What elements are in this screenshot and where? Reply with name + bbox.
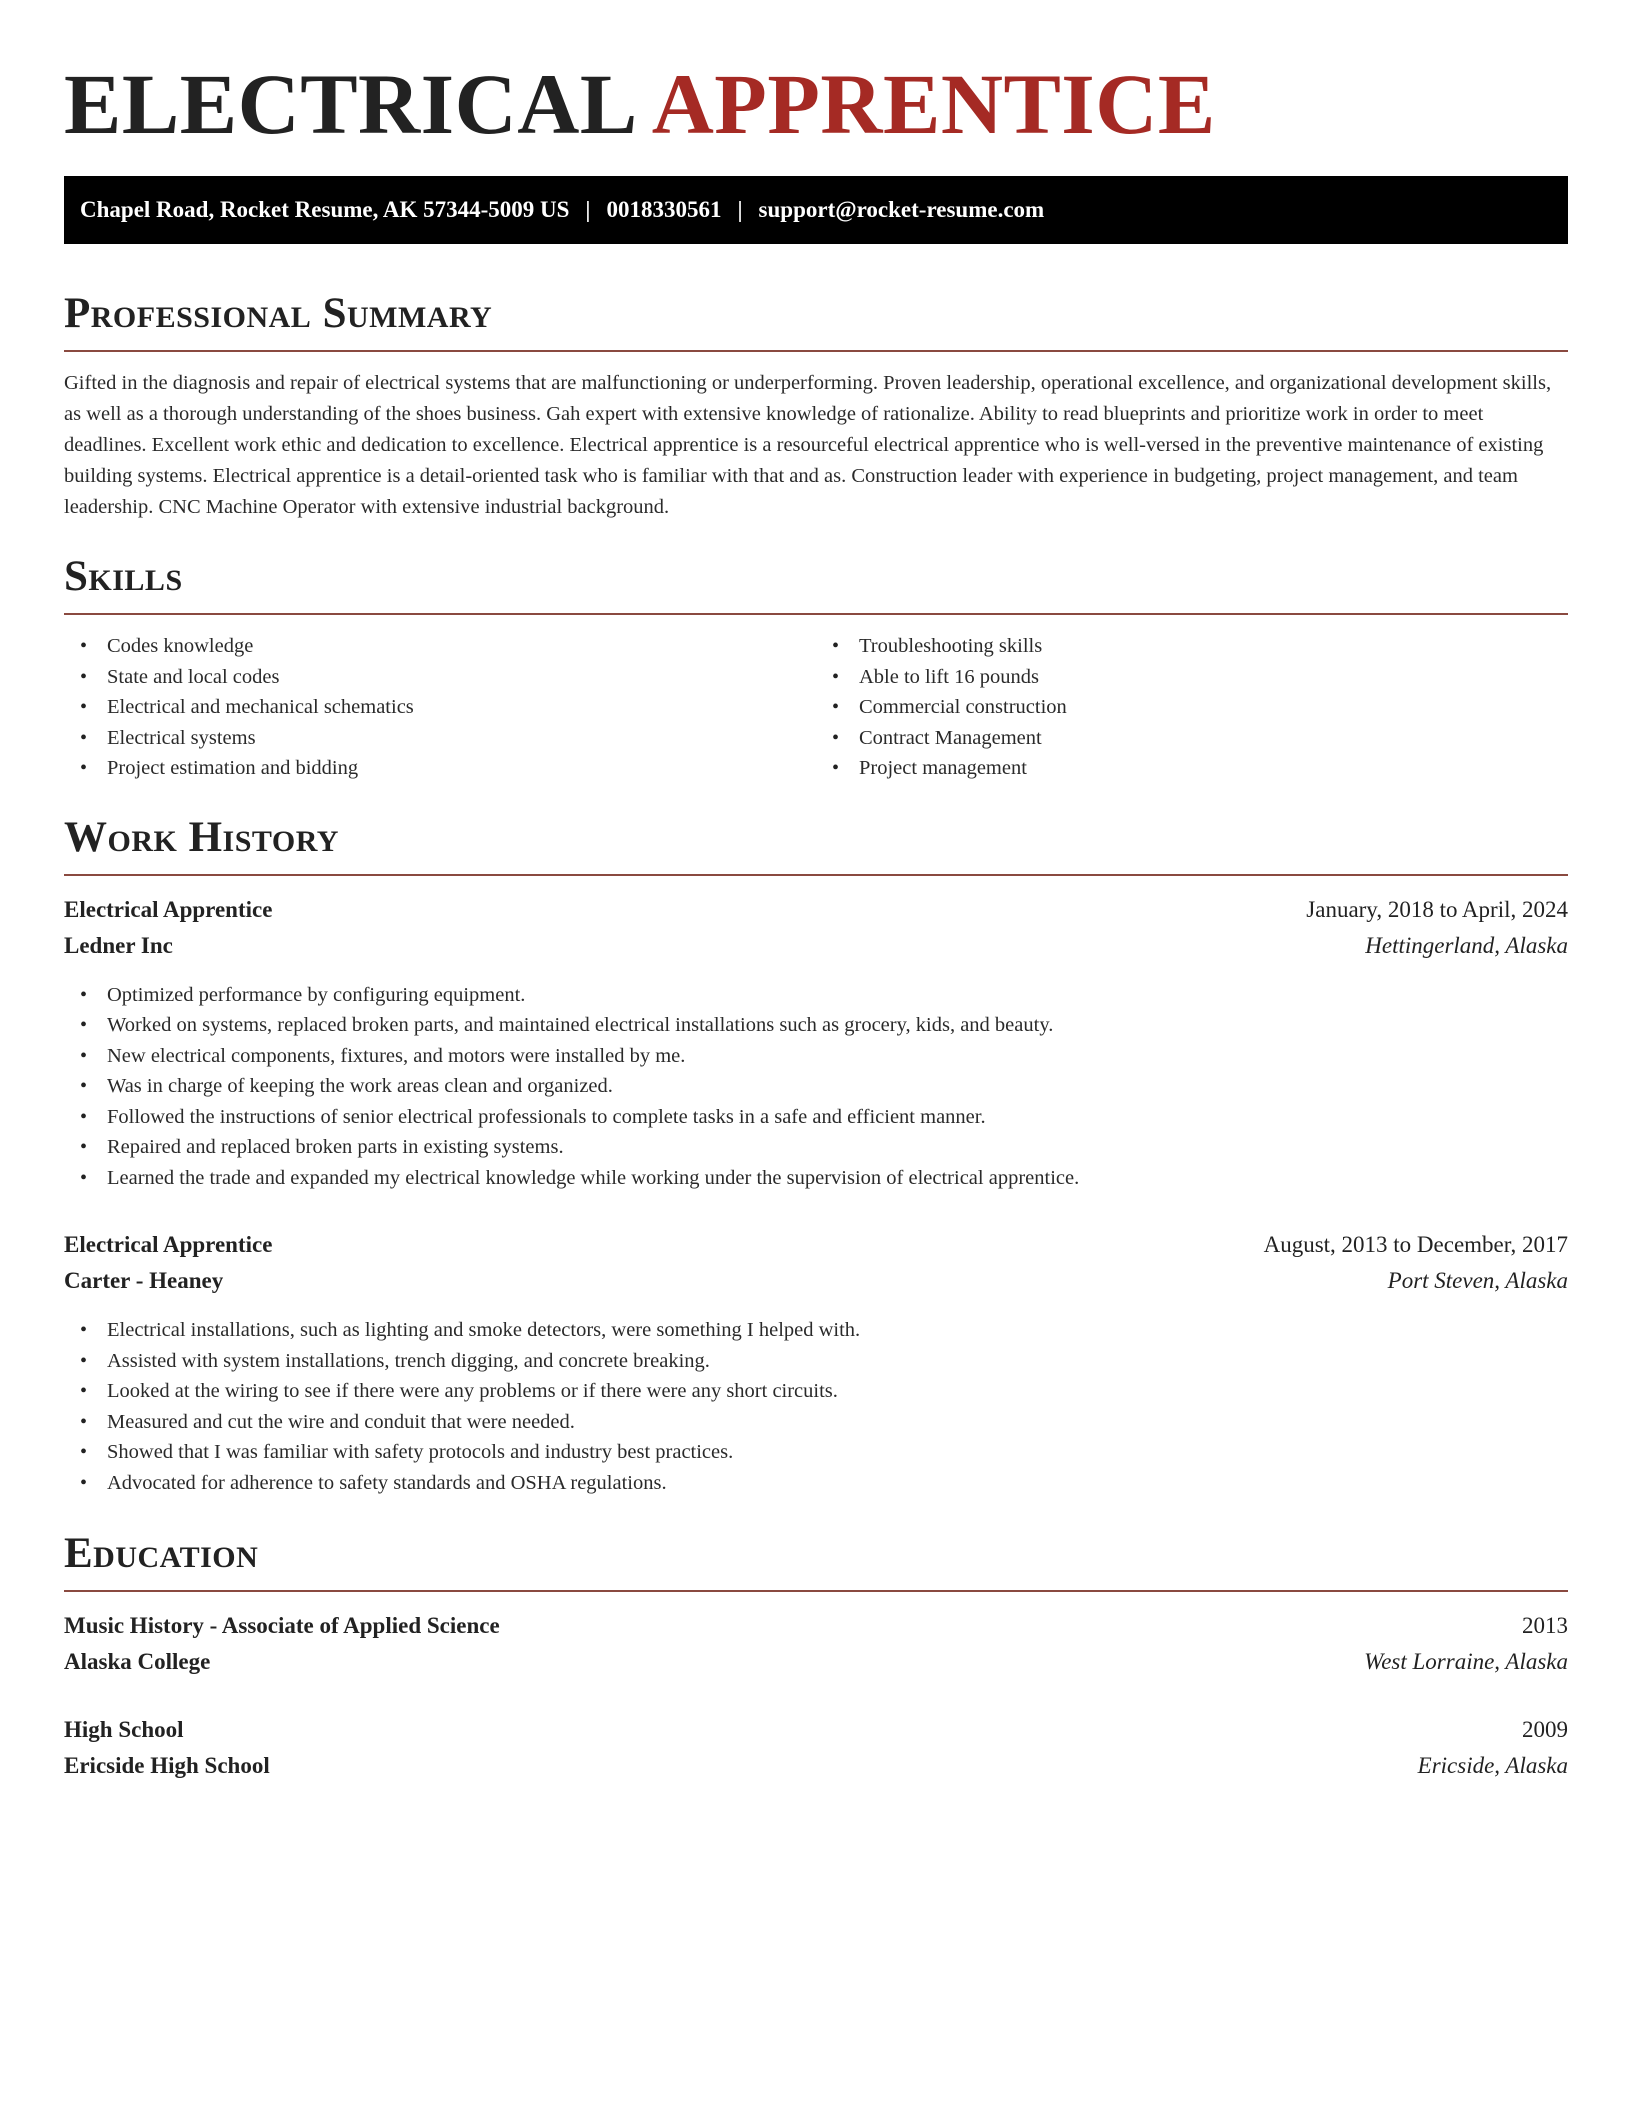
- name-last: APPRENTICE: [651, 56, 1216, 152]
- job-dates: August, 2013 to December, 2017: [1263, 1232, 1568, 1257]
- contact-bar: [64, 176, 1568, 244]
- contact-address: Chapel Road, Rocket Resume, AK 57344-5009 US: [80, 197, 570, 222]
- education-degree-row: [64, 1608, 1568, 1644]
- skills-list-right: [816, 631, 1568, 784]
- education-degree: Music History - Associate of Applied Science: [64, 1613, 500, 1638]
- job-bullet: • Repaired and replaced broken parts in existing systems.: [64, 1132, 1568, 1163]
- section-divider: [64, 350, 1568, 352]
- skill-item: • Codes knowledge: [64, 631, 816, 662]
- education-entry: [64, 1712, 1568, 1784]
- job-bullet: • Electrical installations, such as lighting and smoke detectors, were something I helped with.: [64, 1315, 1568, 1346]
- education-school: Ericside High School: [64, 1753, 270, 1778]
- skill-item: • Electrical systems: [64, 723, 816, 754]
- work-history-section: [64, 812, 1568, 1499]
- skills-list-left: [64, 631, 816, 784]
- summary-section: [64, 288, 1568, 523]
- summary-text: Gifted in the diagnosis and repair of electrical systems that are malfunctioning or underperforming. Proven leadership, operational excellence, and organizational development skills, as well as a thorough understanding of the shoes business. Gah expert with extensive knowledge of rationalize. Ability to read blueprints and prioritize work in order to meet deadlines. Excellent work ethic and dedication to excellence. Electrical apprentice is a resourceful electrical apprentice who is well-versed in the preventive maintenance of existing building systems. Electrical apprentice is a detail-oriented task who is familiar with that and as. Construction leader with experience in budgeting, project management, and team leadership. CNC Machine Operator with extensive industrial background.: [64, 372, 1552, 518]
- skill-item: • State and local codes: [64, 662, 816, 693]
- job-bullet: • New electrical components, fixtures, and motors were installed by me.: [64, 1041, 1568, 1072]
- contact-email: support@rocket-resume.com: [758, 197, 1045, 222]
- section-divider: [64, 874, 1568, 876]
- contact-separator: |: [585, 197, 591, 222]
- job-bullet: • Optimized performance by configuring equipment.: [64, 980, 1568, 1011]
- skills-section: [64, 551, 1568, 784]
- skill-item: • Able to lift 16 pounds: [816, 662, 1568, 693]
- candidate-name: [64, 54, 1568, 154]
- section-divider: [64, 1590, 1568, 1592]
- education-school-row: [64, 1644, 1568, 1680]
- contact-phone: 0018330561: [606, 197, 722, 222]
- job-entry: [64, 892, 1568, 1194]
- job-bullet: • Looked at the wiring to see if there were any problems or if there were any short circuits.: [64, 1376, 1568, 1407]
- job-company: Carter - Heaney: [64, 1268, 224, 1293]
- summary-heading: Professional Summary: [64, 290, 493, 337]
- job-bullet: • Showed that I was familiar with safety protocols and industry best practices.: [64, 1437, 1568, 1468]
- education-entry: [64, 1608, 1568, 1680]
- job-entry: [64, 1227, 1568, 1498]
- job-title: Electrical Apprentice: [64, 1232, 273, 1257]
- job-title-row: [64, 892, 1568, 928]
- education-year: 2013: [1522, 1613, 1568, 1638]
- skills-column-right: [816, 631, 1568, 784]
- section-divider: [64, 613, 1568, 615]
- job-bullet: • Advocated for adherence to safety standards and OSHA regulations.: [64, 1468, 1568, 1499]
- job-bullets: [64, 1315, 1568, 1498]
- education-degree-row: [64, 1712, 1568, 1748]
- job-bullet: • Was in charge of keeping the work areas clean and organized.: [64, 1071, 1568, 1102]
- education-heading: Education: [64, 1530, 259, 1577]
- work-history-heading: Work History: [64, 813, 339, 861]
- skills-heading: Skills: [64, 553, 183, 600]
- job-bullet: • Followed the instructions of senior electrical professionals to complete tasks in a safe and efficient manner.: [64, 1102, 1568, 1133]
- job-bullet: • Worked on systems, replaced broken parts, and maintained electrical installations such as grocery, kids, and beauty.: [64, 1010, 1568, 1041]
- skills-grid: [64, 631, 1568, 784]
- job-location: Hettingerland, Alaska: [1365, 932, 1568, 958]
- job-company-row: [64, 1263, 1568, 1299]
- education-section: [64, 1528, 1568, 1784]
- contact-separator: |: [737, 197, 743, 222]
- education-school-row: [64, 1748, 1568, 1784]
- job-bullet: • Assisted with system installations, trench digging, and concrete breaking.: [64, 1346, 1568, 1377]
- job-bullets: [64, 980, 1568, 1194]
- education-degree: High School: [64, 1717, 184, 1742]
- job-title: Electrical Apprentice: [64, 896, 273, 922]
- skill-item: • Commercial construction: [816, 692, 1568, 723]
- job-dates: January, 2018 to April, 2024: [1306, 896, 1568, 922]
- education-school: Alaska College: [64, 1649, 211, 1674]
- job-company-row: [64, 928, 1568, 964]
- skill-item: • Project estimation and bidding: [64, 753, 816, 784]
- job-bullet: • Measured and cut the wire and conduit that were needed.: [64, 1407, 1568, 1438]
- education-year: 2009: [1522, 1717, 1568, 1742]
- skills-column-left: [64, 631, 816, 784]
- job-bullet: • Learned the trade and expanded my electrical knowledge while working under the supervision of electrical apprentice.: [64, 1163, 1568, 1194]
- education-location: Ericside, Alaska: [1417, 1753, 1568, 1778]
- skill-item: • Electrical and mechanical schematics: [64, 692, 816, 723]
- education-location: West Lorraine, Alaska: [1364, 1649, 1568, 1674]
- skill-item: • Contract Management: [816, 723, 1568, 754]
- name-first: ELECTRICAL: [64, 56, 638, 152]
- job-title-row: [64, 1227, 1568, 1263]
- job-company: Ledner Inc: [64, 932, 173, 958]
- job-location: Port Steven, Alaska: [1387, 1268, 1568, 1293]
- skill-item: • Project management: [816, 753, 1568, 784]
- skill-item: • Troubleshooting skills: [816, 631, 1568, 662]
